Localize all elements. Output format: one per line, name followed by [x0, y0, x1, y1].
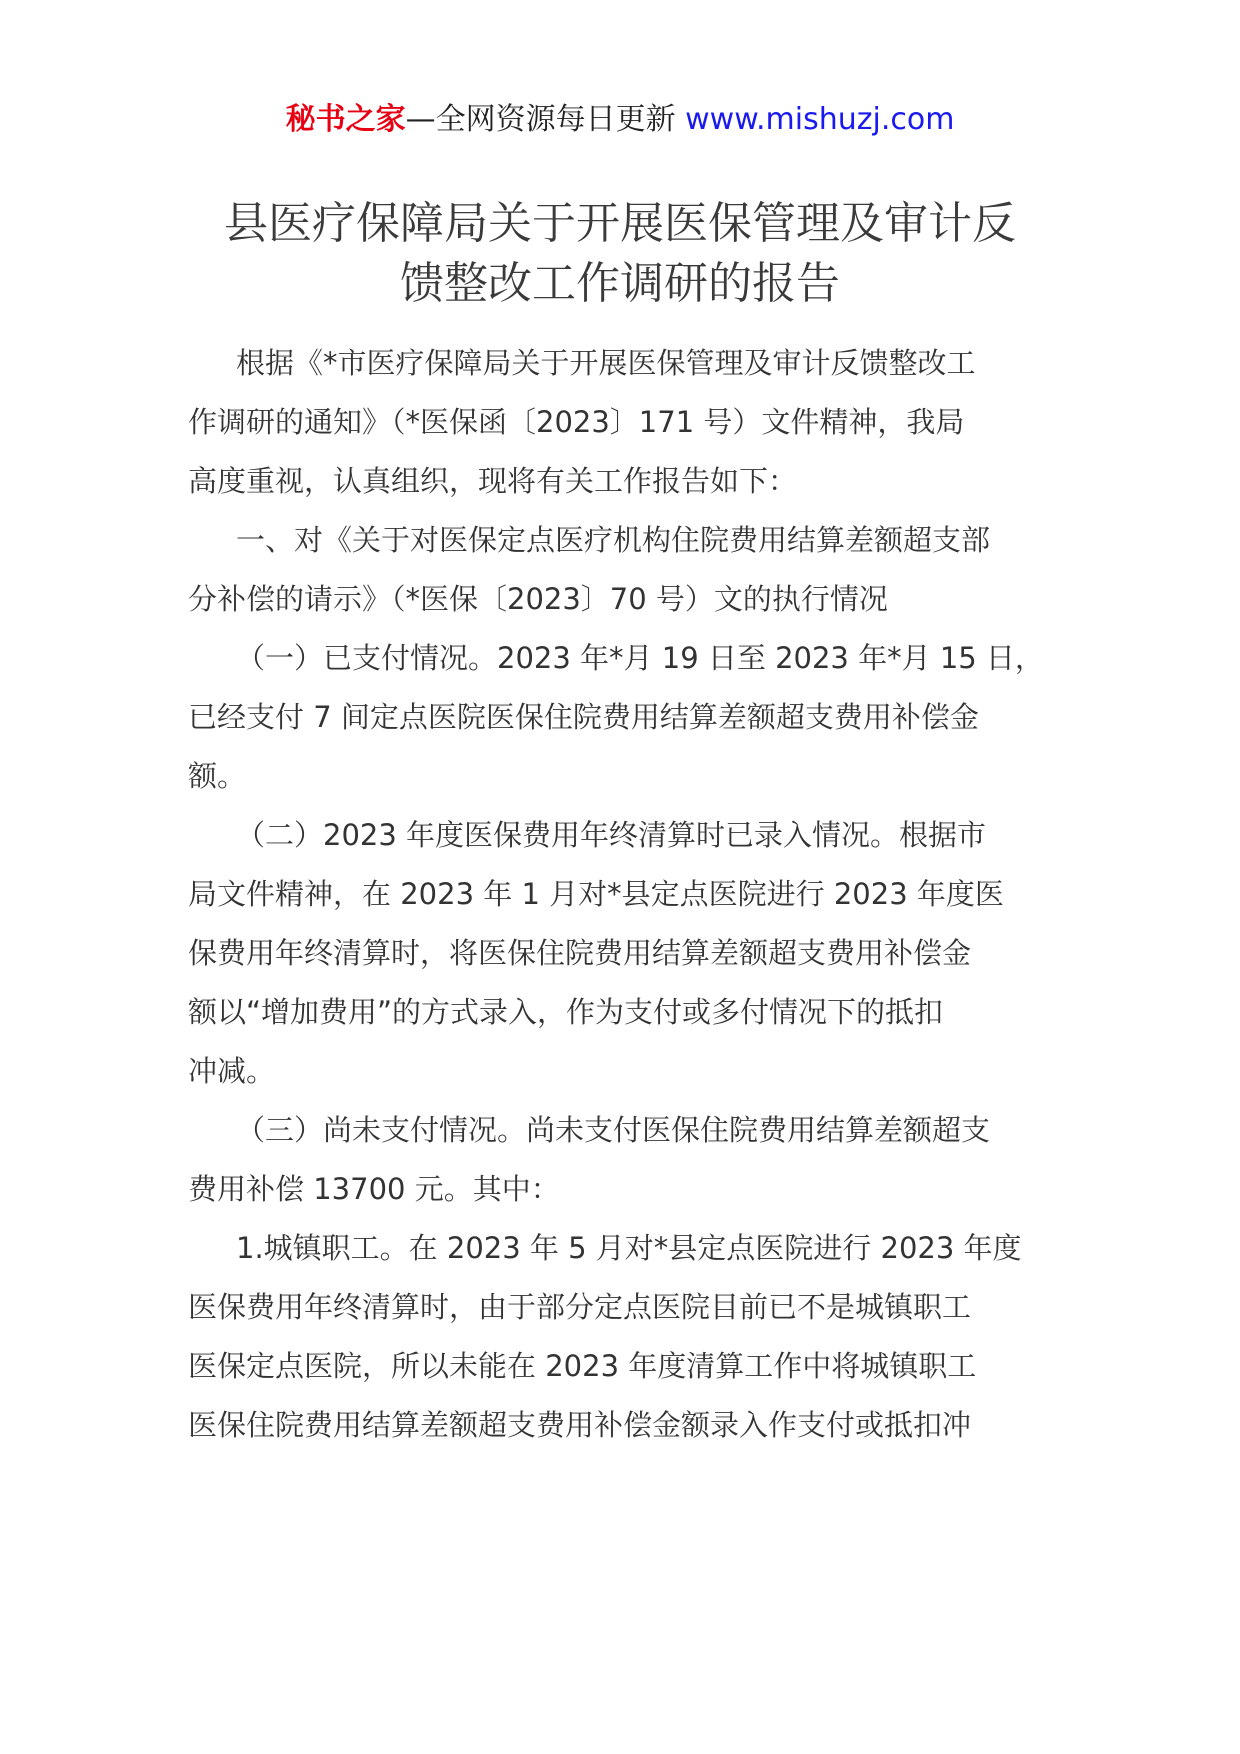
- body-line: 局文件精神，在 2023 年 1 月对*县定点医院进行 2023 年度医: [188, 877, 1004, 911]
- site-header: [0, 100, 1240, 140]
- document-title: [150, 194, 1090, 314]
- body-line: 保费用年终清算时，将医保住院费用结算差额超支费用补偿金: [188, 936, 972, 970]
- body-line: 高度重视，认真组织，现将有关工作报告如下：: [188, 464, 798, 498]
- body-line: 1.城镇职工。在 2023 年 5 月对*县定点医院进行 2023 年度: [236, 1231, 1022, 1265]
- body-line: （三）尚未支付情况。尚未支付医保住院费用结算差额超支: [236, 1113, 991, 1147]
- body-line: 医保住院费用结算差额超支费用补偿金额录入作支付或抵扣冲: [188, 1408, 972, 1442]
- body-line: 一、对《关于对医保定点医疗机构住院费用结算差额超支部: [236, 523, 991, 557]
- body-line: 根据《*市医疗保障局关于开展医保管理及审计反馈整改工: [236, 346, 976, 380]
- body-line: 已经支付 7 间定点医院医保住院费用结算差额超支费用补偿金: [188, 700, 979, 734]
- body-line: 额。: [188, 759, 247, 793]
- body-line: （一）已支付情况。2023 年*月 19 日至 2023 年*月 15 日，: [236, 641, 1044, 675]
- body-line: （二）2023 年度医保费用年终清算时已录入情况。根据市: [236, 818, 987, 852]
- body-line: 冲减。: [188, 1054, 276, 1088]
- site-url-link[interactable]: www.mishuzj.com: [685, 102, 955, 137]
- title-line-2: 馈整改工作调研的报告: [400, 258, 840, 309]
- title-line-1: 县医疗保障局关于开展医保管理及审计反: [224, 198, 1016, 249]
- site-brand: 秘书之家: [285, 102, 406, 137]
- body-line: 作调研的通知》（*医保函〔2023〕171 号）文件精神，我局: [188, 405, 965, 439]
- body-line: 医保定点医院，所以未能在 2023 年度清算工作中将城镇职工: [188, 1349, 977, 1383]
- body-line: 医保费用年终清算时，由于部分定点医院目前已不是城镇职工: [188, 1290, 972, 1324]
- body-line: 费用补偿 13700 元。其中：: [188, 1172, 560, 1206]
- site-slogan: —全网资源每日更新: [405, 102, 686, 137]
- body-line: 额以“增加费用”的方式录入，作为支付或多付情况下的抵扣: [188, 995, 944, 1029]
- body-line: 分补偿的请示》（*医保〔2023〕70 号）文的执行情况: [188, 582, 888, 616]
